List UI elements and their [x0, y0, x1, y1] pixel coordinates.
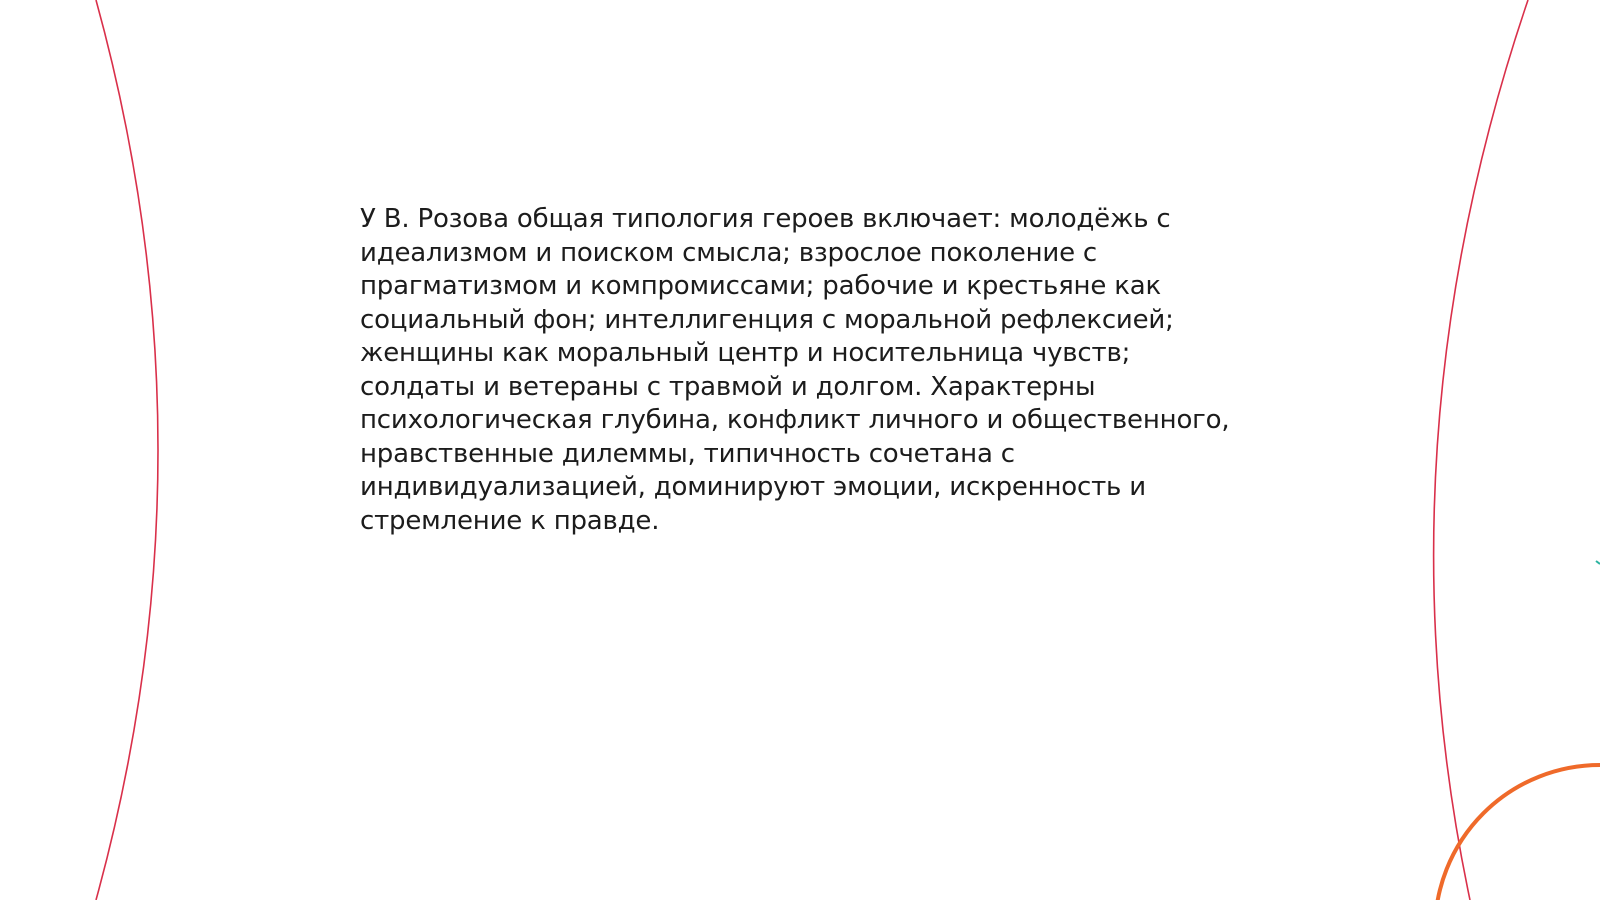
left-arc-decoration	[96, 0, 158, 900]
orange-circle-decoration	[1435, 765, 1600, 900]
slide-body-text: У В. Розова общая типология героев включает: молодёжь с идеализмом и поиском смысла; взрослое поколение с прагматизмом и компромиссами; рабочие и крестьяне как социальный фон; интеллигенция с моральной рефлексией; женщины как моральный центр и носительница чувств; солдаты и ветераны с травмой и долгом. Характерны психологическая глубина, конфликт личного и общественного, нравственные дилеммы, типичность сочетана с индивидуализацией, доминируют эмоции, искренность и стремление к правде.	[360, 204, 1230, 536]
teal-accent-decoration	[1596, 561, 1600, 564]
right-arc-decoration	[1434, 0, 1528, 900]
